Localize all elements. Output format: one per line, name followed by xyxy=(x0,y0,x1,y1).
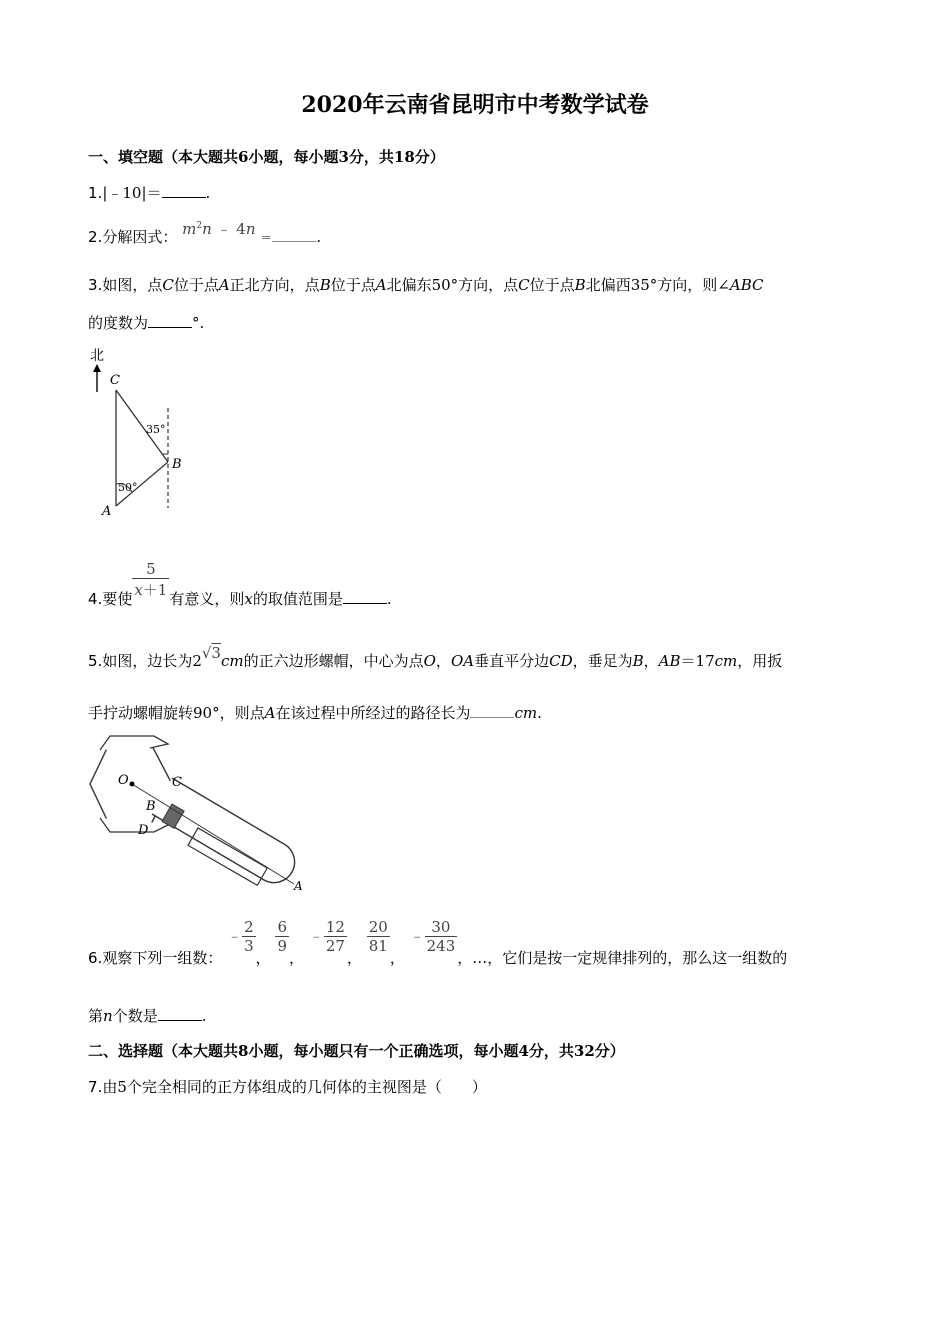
question-3: 3.如图，点C位于点A正北方向，点B位于点A北偏东50°方向，点C位于点B北偏西35°方向，则∠ABC xyxy=(88,276,764,294)
svg-text:A: A xyxy=(294,879,303,893)
fraction-2: $\frac{6}{9}$ xyxy=(277,918,288,955)
question-3-line-2: 的度数为 °. xyxy=(88,314,205,332)
question-6-line-2: 第n个数是 . xyxy=(88,1007,207,1025)
svg-text:O: O xyxy=(118,773,129,788)
question-6: 6.观察下列一组数： ﹣ $\frac{2}{3}$ ， $\frac{6}{9}$ ， ﹣ $\frac{12}{27}$ ， $\frac{20}{81}$ ， ﹣ $\frac{30}{243}$ ，…，它们是按一定规律排列的，那么这一组数的 xyxy=(88,918,788,967)
svg-text:C: C xyxy=(110,373,120,388)
question-5: 5.如图，边长为2√3cm的正六边形螺帽，中心为点O，OA垂直平分边CD，垂足为B，AB＝17cm，用扳 xyxy=(88,644,783,670)
question-text: |﹣10|＝ xyxy=(102,184,162,202)
math-expression: $m^2n$ ﹣ 4n xyxy=(182,220,256,238)
question-4: 4.要使 $\frac{5}{x+1}$ 有意义，则x的取值范围是 . xyxy=(88,560,392,608)
answer-blank[interactable] xyxy=(148,315,192,328)
question-number: 5. xyxy=(88,652,103,670)
fraction-3: $\frac{12}{27}$ xyxy=(325,918,345,955)
svg-text:A: A xyxy=(102,504,112,519)
svg-text:35°: 35° xyxy=(146,423,166,436)
question-number: 4. xyxy=(88,590,103,608)
question-7 xyxy=(88,1076,487,1097)
svg-text:D: D xyxy=(138,823,149,838)
north-label: 北 xyxy=(90,348,104,364)
section-heading-fill-in: 一、填空题（本大题共6小题，每小题3分，共18分） xyxy=(88,148,445,166)
figure-direction-triangle xyxy=(86,344,196,522)
svg-text:50°: 50° xyxy=(118,481,138,494)
question-number: 6. xyxy=(88,948,103,967)
answer-blank[interactable] xyxy=(272,229,316,242)
question-5-line-2: 手拧动螺帽旋转90°，则点A在该过程中所经过的路径长为 cm. xyxy=(88,704,542,722)
question-text: 分解因式： xyxy=(102,228,178,246)
fraction-1: $\frac{2}{3}$ xyxy=(244,918,254,955)
fraction-5: $\frac{30}{243}$ xyxy=(426,918,456,955)
question-text: 由5个完全相同的正方体组成的几何体的主视图是（ ） xyxy=(102,1078,487,1096)
svg-text:B: B xyxy=(146,799,156,814)
question-1: 1.|﹣10|＝ . xyxy=(88,184,211,202)
question-number: 1. xyxy=(88,184,103,202)
answer-blank[interactable] xyxy=(162,185,206,198)
answer-blank[interactable] xyxy=(343,591,387,604)
figure-wrench-nut xyxy=(88,734,310,894)
question-2: 2.分解因式： $m^2n$ ﹣ 4n ＝ . xyxy=(88,220,322,246)
section-heading-multiple-choice: 二、选择题（本大题共8小题，每小题只有一个正确选项，每小题4分，共32分） xyxy=(88,1042,625,1060)
answer-blank[interactable] xyxy=(158,1008,202,1021)
fraction-4: $\frac{20}{81}$ xyxy=(368,918,388,955)
answer-blank[interactable] xyxy=(470,705,514,718)
question-number: 3. xyxy=(88,276,103,294)
svg-text:C: C xyxy=(172,775,182,790)
svg-text:B: B xyxy=(172,457,182,472)
question-number: 7. xyxy=(88,1078,103,1096)
page-title: 2020年云南省昆明市中考数学试卷 xyxy=(301,92,649,118)
fraction: $\frac{5}{x+1}$ xyxy=(134,560,168,599)
question-number: 2. xyxy=(88,228,103,246)
